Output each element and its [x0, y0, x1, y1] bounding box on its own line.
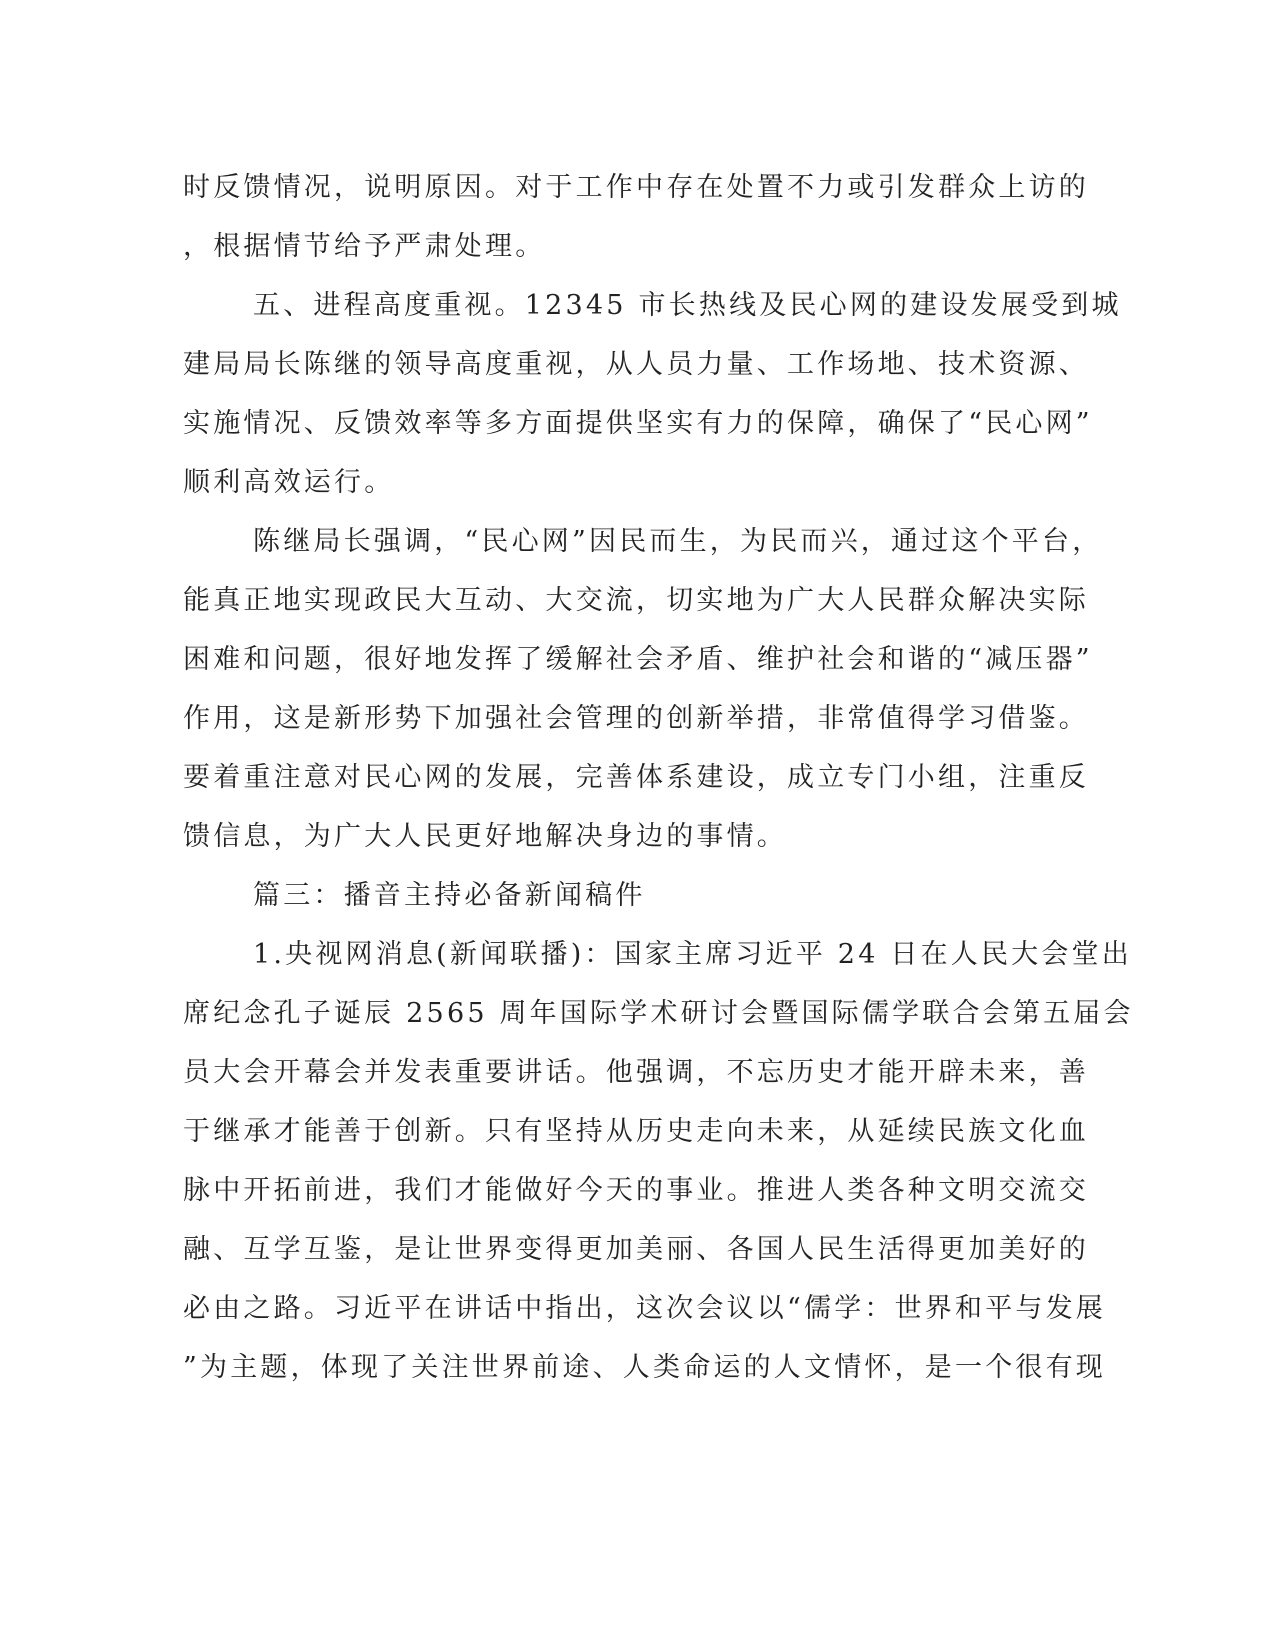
text-line: 必由之路。习近平在讲话中指出，这次会议以“儒学：世界和平与发展 — [183, 1293, 1107, 1324]
text-line: 作用，这是新形势下加强社会管理的创新举措，非常值得学习借鉴。 — [183, 703, 1089, 734]
text-line: 要着重注意对民心网的发展，完善体系建设，成立专门小组，注重反 — [183, 762, 1089, 793]
text-line: 于继承才能善于创新。只有坚持从历史走向未来，从延续民族文化血 — [183, 1116, 1089, 1147]
text-line: 实施情况、反馈效率等多方面提供坚实有力的保障，确保了“民心网” — [183, 408, 1093, 439]
text-line: 能真正地实现政民大互动、大交流，切实地为广大人民群众解决实际 — [183, 585, 1089, 616]
text-line: 馈信息，为广大人民更好地解决身边的事情。 — [183, 821, 787, 852]
text-line: 顺利高效运行。 — [183, 467, 395, 498]
section-heading: 篇三：播音主持必备新闻稿件 — [253, 880, 646, 911]
document-body — [183, 158, 1134, 1397]
text-line: 员大会开幕会并发表重要讲话。他强调，不忘历史才能开辟未来，善 — [183, 1057, 1089, 1088]
text-line: 困难和问题，很好地发挥了缓解社会矛盾、维护社会和谐的“减压器” — [183, 644, 1093, 675]
text-line: 建局局长陈继的领导高度重视，从人员力量、工作场地、技术资源、 — [183, 349, 1089, 380]
text-line: 时反馈情况，说明原因。对于工作中存在处置不力或引发群众上访的 — [183, 172, 1089, 203]
text-line: 1.央视网消息(新闻联播)：国家主席习近平 24 日在人民大会堂出 — [253, 939, 1132, 970]
text-line: 席纪念孔子诞辰 2565 周年国际学术研讨会暨国际儒学联合会第五届会 — [183, 998, 1134, 1029]
text-line: ，根据情节给予严肃处理。 — [183, 231, 546, 262]
text-line: 陈继局长强调，“民心网”因民而生，为民而兴，通过这个平台， — [253, 526, 1103, 557]
text-line: 五、进程高度重视。12345 市长热线及民心网的建设发展受到城 — [253, 290, 1122, 321]
text-line: ”为主题，体现了关注世界前途、人类命运的人文情怀，是一个很有现 — [183, 1352, 1107, 1383]
text-line: 脉中开拓前进，我们才能做好今天的事业。推进人类各种文明交流交 — [183, 1175, 1089, 1206]
text-line: 融、互学互鉴，是让世界变得更加美丽、各国人民生活得更加美好的 — [183, 1234, 1089, 1265]
